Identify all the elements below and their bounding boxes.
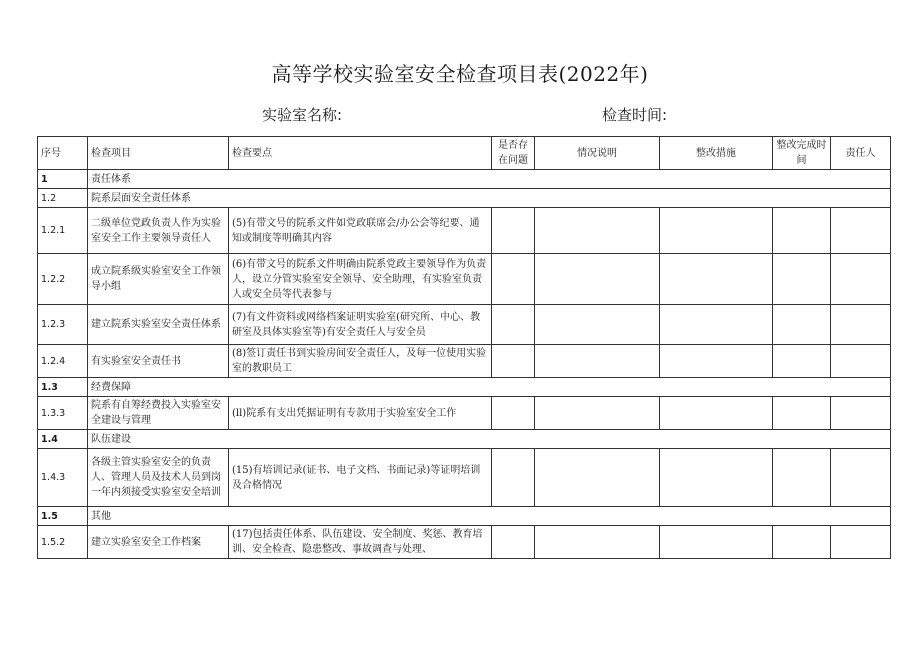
row-number: 1.5.2 (38, 526, 88, 559)
measure-cell[interactable] (660, 449, 773, 507)
issue-cell[interactable] (492, 449, 535, 507)
measure-cell[interactable] (660, 345, 773, 378)
row-number: 1.3.3 (38, 397, 88, 430)
issue-cell[interactable] (492, 397, 535, 430)
row-points: (7)有文件资料或网络档案证明实验室(研究所、中心、教研室及具体实验室等)有安全责任人与安全员 (229, 305, 492, 345)
header-desc: 情况说明 (535, 137, 660, 170)
row-points: (6)有带文号的院系文件明确由院系党政主要领导作为负责人，设立分管实验室安全领导、安全助理，有实验室负责人或安全员等代表参与 (229, 254, 492, 305)
header-seq: 序号 (38, 137, 88, 170)
deadline-cell[interactable] (773, 345, 831, 378)
section-title: 院系层面安全责任体系 (88, 189, 891, 208)
owner-cell[interactable] (831, 254, 891, 305)
check-time-label: 检查时间: (602, 106, 668, 124)
issue-cell[interactable] (492, 305, 535, 345)
header-item: 检查项目 (88, 137, 229, 170)
section-row (38, 378, 891, 397)
section-title: 责任体系 (88, 170, 891, 189)
owner-cell[interactable] (831, 449, 891, 507)
inspection-table (37, 136, 891, 559)
row-number: 1.4.3 (38, 449, 88, 507)
row-item: 二级单位党政负责人作为实验室安全工作主要领导责任人 (88, 208, 229, 254)
row-item: 建立院系实验室安全责任体系 (88, 305, 229, 345)
section-row (38, 189, 891, 208)
table-row (38, 345, 891, 378)
row-item: 院系有自筹经费投入实验室安全建设与管理 (88, 397, 229, 430)
row-number: 1.5 (38, 507, 88, 526)
header-deadline: 整改完成时间 (773, 137, 831, 170)
table-row (38, 449, 891, 507)
row-points: (5)有带文号的院系文件如党政联席会/办公会等纪要、通知或制度等明确其内容 (229, 208, 492, 254)
row-points: (ll)院系有支出凭据证明有专款用于实验室安全工作 (229, 397, 492, 430)
row-number: 1.4 (38, 430, 88, 449)
row-number: 1.2.4 (38, 345, 88, 378)
row-number: 1.3 (38, 378, 88, 397)
header-issue: 是否存在问题 (492, 137, 535, 170)
row-points: (17)包括责任体系、队伍建设、安全制度、奖惩、教育培训、安全检查、隐患整改、事故调查与处理、 (229, 526, 492, 559)
desc-cell[interactable] (535, 526, 660, 559)
row-number: 1.2 (38, 189, 88, 208)
row-number: 1.2.2 (38, 254, 88, 305)
row-item: 各级主管实验室安全的负责人、管理人员及技术人员到岗一年内须接受实验室安全培训 (88, 449, 229, 507)
header-owner: 责任人 (831, 137, 891, 170)
row-points: (15)有培训记录(证书、电子文档、书面记录)等证明培训及合格情况 (229, 449, 492, 507)
owner-cell[interactable] (831, 397, 891, 430)
table-row (38, 208, 891, 254)
measure-cell[interactable] (660, 208, 773, 254)
deadline-cell[interactable] (773, 305, 831, 345)
section-row (38, 430, 891, 449)
owner-cell[interactable] (831, 305, 891, 345)
section-title: 队伍建设 (88, 430, 891, 449)
row-points: (8)签订责任书到实验房间安全责任人，及每一位使用实验室的教职员工 (229, 345, 492, 378)
desc-cell[interactable] (535, 305, 660, 345)
desc-cell[interactable] (535, 397, 660, 430)
deadline-cell[interactable] (773, 449, 831, 507)
header-measure: 整改措施 (660, 137, 773, 170)
row-number: 1.2.3 (38, 305, 88, 345)
lab-name-label: 实验室名称: (262, 106, 343, 124)
issue-cell[interactable] (492, 254, 535, 305)
issue-cell[interactable] (492, 208, 535, 254)
measure-cell[interactable] (660, 305, 773, 345)
section-title: 其他 (88, 507, 891, 526)
row-item: 有实验室安全责任书 (88, 345, 229, 378)
row-number: 1 (38, 170, 88, 189)
desc-cell[interactable] (535, 254, 660, 305)
deadline-cell[interactable] (773, 254, 831, 305)
table-row (38, 397, 891, 430)
issue-cell[interactable] (492, 345, 535, 378)
page-title: 高等学校实验室安全检查项目表(2022年) (271, 62, 649, 86)
desc-cell[interactable] (535, 208, 660, 254)
measure-cell[interactable] (660, 526, 773, 559)
header-points: 检查要点 (229, 137, 492, 170)
row-item: 建立实验室安全工作档案 (88, 526, 229, 559)
measure-cell[interactable] (660, 397, 773, 430)
deadline-cell[interactable] (773, 208, 831, 254)
table-body (38, 170, 891, 559)
issue-cell[interactable] (492, 526, 535, 559)
section-row (38, 507, 891, 526)
table-row (38, 305, 891, 345)
section-title: 经费保障 (88, 378, 891, 397)
desc-cell[interactable] (535, 345, 660, 378)
table-header-row (38, 137, 891, 170)
row-number: 1.2.1 (38, 208, 88, 254)
section-row (38, 170, 891, 189)
desc-cell[interactable] (535, 449, 660, 507)
table-row (38, 526, 891, 559)
owner-cell[interactable] (831, 345, 891, 378)
owner-cell[interactable] (831, 208, 891, 254)
measure-cell[interactable] (660, 254, 773, 305)
row-item: 成立院系级实验室安全工作领导小组 (88, 254, 229, 305)
deadline-cell[interactable] (773, 526, 831, 559)
deadline-cell[interactable] (773, 397, 831, 430)
table-row (38, 254, 891, 305)
owner-cell[interactable] (831, 526, 891, 559)
